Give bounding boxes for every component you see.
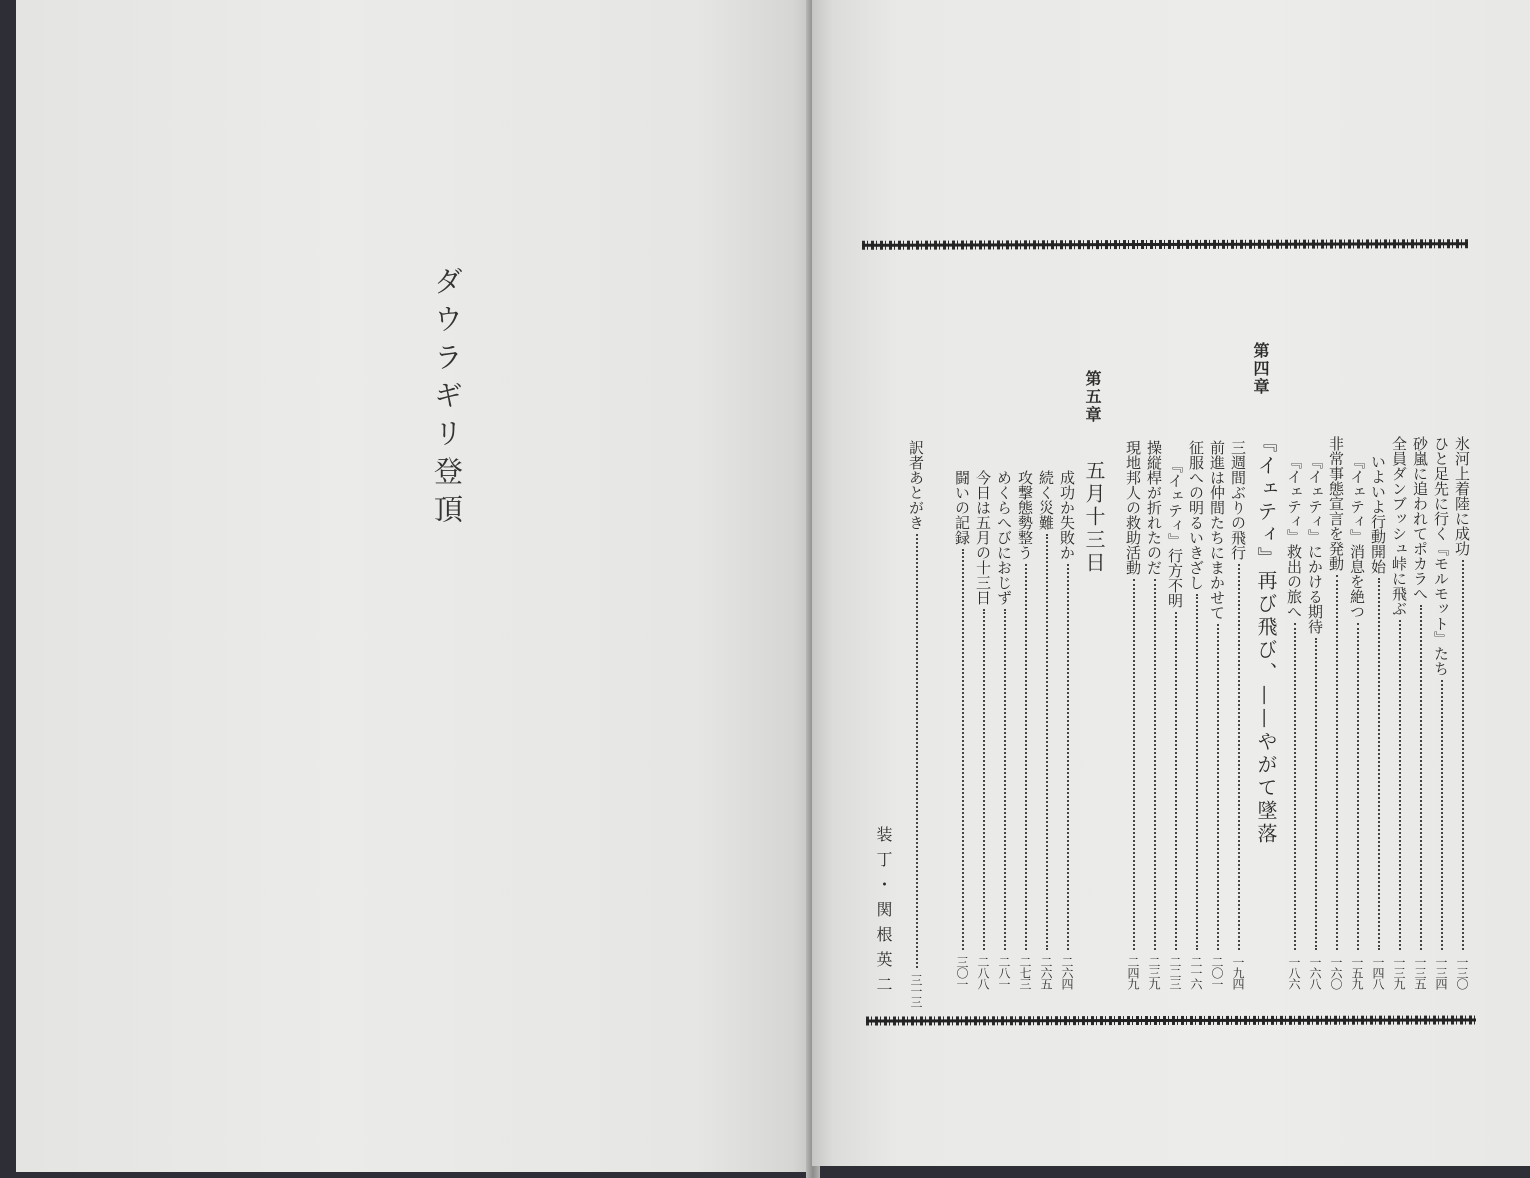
toc-leader-dots [1196,594,1198,950]
toc-leader-dots [1336,575,1338,950]
toc-entry [1015,0,1037,1178]
toc-entry-title: 三週間ぶりの飛行 [1229,440,1247,560]
toc-entry-page: 二六五 [1039,956,1053,989]
toc-entry [994,0,1016,1178]
toc-entry-title: 成功か失敗か [1058,470,1076,560]
toc-entry-page: 一八六 [1287,956,1301,989]
toc-entry-page: 一四八 [1371,956,1385,989]
toc-entry-page: 一九四 [1231,956,1245,989]
toc-entry [1431,0,1453,1178]
toc-entry-title: 氷河上着陸に成功 [1453,436,1471,556]
toc-entry-title: 操縦桿が折れたのだ [1145,440,1163,575]
toc-entry-page: 二六四 [1060,956,1074,989]
toc-leader-dots [1315,638,1317,950]
toc-entry [1284,0,1306,1178]
toc-entry-title: 現地邦人の救助活動 [1124,440,1142,575]
toc-entry-page: 二四九 [1126,956,1140,989]
toc-leader-dots [1294,623,1296,950]
toc-entry-page: 一三九 [1392,956,1406,989]
toc-entry-title: 『イェティ』消息を絶つ [1348,454,1366,619]
toc-entry-title: 非常事態宣言を発動 [1327,436,1345,571]
toc-entry [1389,0,1411,1178]
toc-entry-title: いよいよ行動開始 [1369,454,1387,574]
toc-entry [1305,0,1327,1178]
toc-leader-dots [1441,680,1443,950]
toc-leader-dots [1357,623,1359,950]
toc-entry-page: 一六八 [1308,956,1322,989]
toc-entry-title: めくらへびにおじず [995,470,1013,605]
toc-entry-title: 前進は仲間たちにまかせて [1208,440,1226,620]
toc-entry [1207,0,1229,1178]
toc-entry [1228,0,1250,1178]
toc-leader-dots [1175,612,1177,950]
toc-entry-page: 一三四 [1434,956,1448,989]
toc-entry [952,0,974,1178]
toc-entry-page: 一六〇 [1329,956,1343,989]
toc-entry [906,0,928,1178]
toc-entry [1452,0,1474,1178]
toc-entry [1057,0,1079,1178]
toc-leader-dots [1133,579,1135,950]
toc-leader-dots [1046,534,1048,950]
toc-entry-page: 三一三 [909,974,923,1007]
design-credit: 装丁・関根英二 [874,826,893,1001]
toc-entry-page: 二二三 [1168,956,1182,989]
toc-entry-page: 二〇一 [1210,956,1224,989]
left-page [16,0,816,1172]
toc-leader-dots [1378,578,1380,950]
toc-entry-title: 全員ダンブッシュ峠に飛ぶ [1390,436,1408,616]
toc-leader-dots [1420,605,1422,950]
toc-leader-dots [1462,560,1464,950]
toc-entry [1347,0,1369,1178]
toc-leader-dots [1025,564,1027,950]
toc-entry-title: 征服への明るいきざし [1187,440,1205,590]
toc-entry-page: 一三〇 [1455,956,1469,989]
toc-entry [1123,0,1145,1178]
toc-entry [1410,0,1432,1178]
toc-entry-page: 二七三 [1018,956,1032,989]
book-title: ダウラギリ登頂 [430,266,464,532]
toc-entry-title: 『イェティ』行方不明 [1166,458,1184,608]
toc-entry-title: 続く災難 [1037,470,1055,530]
toc-entry-page: 三〇一 [955,956,969,989]
toc-leader-dots [1067,564,1069,950]
toc-entry-title: 攻撃態勢整う [1016,470,1034,560]
toc-entry-title: 『イェティ』救出の旅へ [1285,454,1303,619]
toc-entry [1326,0,1348,1178]
toc-entry-title: 訳者あとがき [907,440,925,530]
toc-entry-page: 二一六 [1189,956,1203,989]
toc-entry-page: 一五九 [1350,956,1364,989]
toc-leader-dots [962,549,964,950]
toc-leader-dots [916,534,918,968]
chapter4-title: 『イェティ』再び飛び、——やがて墜落 [1254,432,1278,846]
toc-leader-dots [1004,609,1006,950]
toc-entry [1165,0,1187,1178]
toc-leader-dots [1399,620,1401,950]
toc-entry-page: 一三五 [1413,956,1427,989]
chapter5-label: 第五章 [1083,370,1102,424]
toc-entry-page: 二八八 [976,956,990,989]
toc-entry-title: ひと足先に行く『モルモット』たち [1432,436,1450,676]
toc-entry-title: 『イェティ』にかける期待 [1306,454,1324,634]
toc-leader-dots [1217,624,1219,950]
chapter5-title: 五月十三日 [1082,460,1106,575]
toc-entry-title: 闘いの記録 [953,470,971,545]
toc-entry-title: 今日は五月の十三日 [974,470,992,605]
toc-entry [1036,0,1058,1178]
toc-leader-dots [1154,579,1156,950]
toc-entry [1144,0,1166,1178]
toc-entry-title: 砂嵐に追われてポカラへ [1411,436,1429,601]
toc-entry-page: 二三九 [1147,956,1161,989]
toc-entry [1186,0,1208,1178]
toc-leader-dots [1238,564,1240,950]
toc-entry [973,0,995,1178]
chapter4-label: 第四章 [1251,342,1270,396]
toc-entry [1368,0,1390,1178]
toc-entry-page: 二八一 [997,956,1011,989]
toc-leader-dots [983,609,985,950]
